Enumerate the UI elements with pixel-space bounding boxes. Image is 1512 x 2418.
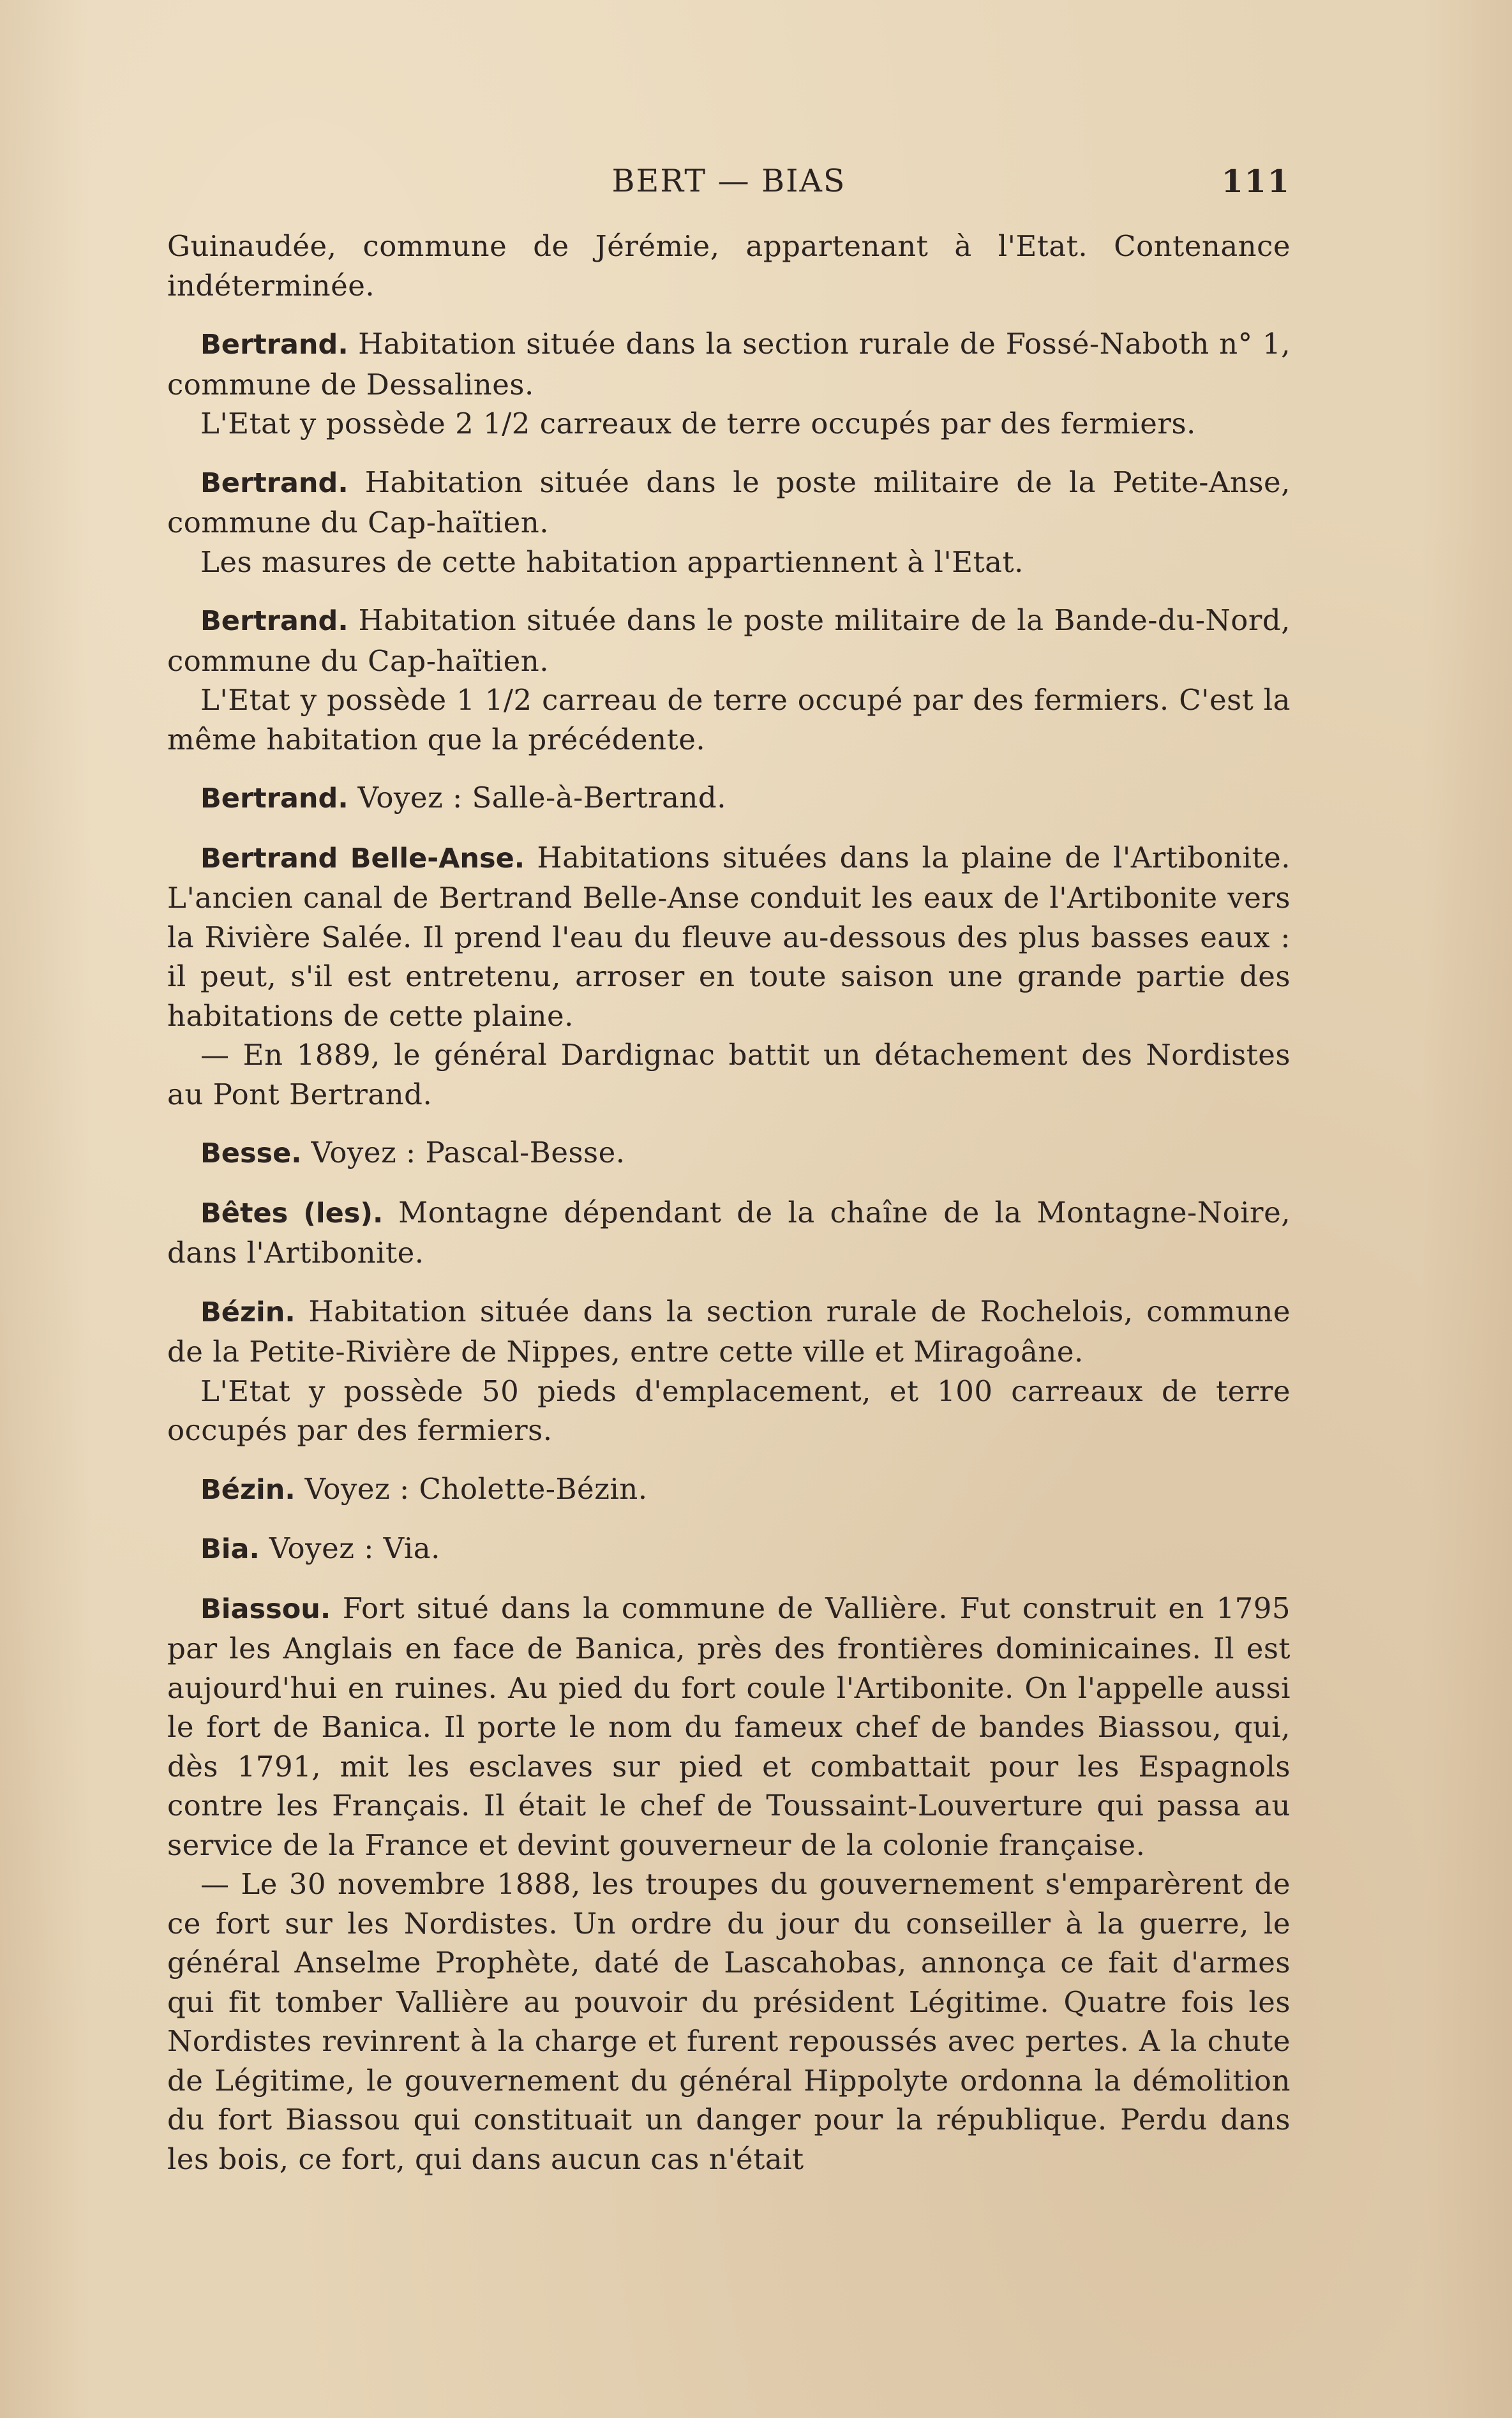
entry-text: Voyez : Cholette-Bézin. [304,1471,648,1506]
running-head-title: BERT — BIAS [611,163,846,199]
entry-headword: Bertrand. [200,605,348,637]
entry-paragraph [167,778,1291,819]
entry-headword: Biassou. [200,1593,331,1625]
entry-bertrand-fosse-naboth [167,324,1291,444]
entry-text: Les masures de cette habitation appartiennent à l'Etat. [200,544,1024,579]
entry-headword: Bia. [200,1533,260,1565]
entry-text: L'Etat y possède 2 1/2 carreaux de terre occupés par des fermiers. [200,407,1196,440]
entry-paragraph [167,838,1291,1036]
entry-text: — Le 30 novembre 1888, les troupes du gouvernement s'emparèrent de ce fort sur les Nordistes. Un ordre du jour du conseiller à la guerre, le général Anselme Prophète, daté de Lascahobas, annonça ce fait d'armes qui fit tomber Vallière au pouvoir du président Légitime. Quatre fois les Nordistes revinrent à la charge et furent repoussés avec pertes. A la chute de Légitime, le gouvernement du général Hippolyte ordonna la démolition du fort Biassou qui constituait un danger pour la république. Perdu dans les bois, ce fort, qui dans aucun cas n'était [167,1867,1291,2176]
entry-paragraph [167,227,1291,305]
page-number: 111 [1221,163,1291,200]
entry-text: Voyez : Via. [269,1531,440,1565]
entry-paragraph [167,463,1291,543]
entry-bertrand-voyez [167,778,1291,819]
entry-biassou [167,1589,1291,2179]
entry-paragraph [167,680,1291,759]
dictionary-text [167,227,1291,2179]
entry-headword: Bertrand. [200,467,348,499]
entry-text: Habitation située dans la section rurale de Rochelois, commune de la Petite-Rivière de Nippes, entre cette ville et Miragoâne. [167,1294,1291,1369]
entry-paragraph [167,1292,1291,1372]
entry-paragraph [167,1035,1291,1114]
entry-paragraph [167,404,1291,444]
entry-paragraph [167,324,1291,404]
entry-bertrand-belle-anse [167,838,1291,1115]
entry-text: — En 1889, le général Dardignac battit un détachement des Nordistes au Pont Bertrand. [167,1038,1291,1111]
entry-text: Habitation située dans la section rurale de Fossé-Naboth n° 1, commune de Dessalines. [167,327,1291,402]
entry-text: L'Etat y possède 50 pieds d'emplacement, et 100 carreaux de terre occupés par des fermiers. [167,1374,1291,1447]
entry-bezin-rochelois [167,1292,1291,1450]
entry-betes [167,1193,1291,1273]
entry-bertrand-petite-anse [167,463,1291,582]
entry-text: Guinaudée, commune de Jérémie, appartenant à l'Etat. Contenance indéterminée. [167,229,1291,303]
entry-paragraph [167,1193,1291,1273]
entry-bertrand-bande-du-nord [167,601,1291,759]
entry-paragraph [167,1589,1291,1865]
entry-text: Montagne dépendant de la chaîne de la Montagne-Noire, dans l'Artibonite. [167,1195,1291,1270]
entry-bezin-voyez [167,1469,1291,1510]
entry-headword: Bézin. [200,1473,296,1506]
entry-text: Voyez : Pascal-Besse. [311,1136,625,1169]
entry-headword: Bézin. [200,1296,296,1328]
entry-bia [167,1529,1291,1570]
entry-text: Fort situé dans la commune de Vallière. Fut construit en 1795 par les Anglais en face de Banica, près des frontières dominicaines. Il est aujourd'hui en ruines. Au pied du fort coule l'Artibonite. On l'appelle aussi le fort de Banica. Il porte le nom du fameux chef de bandes Biassou, qui, dès 1791, mit les esclaves sur pied et combattait pour les Espagnols contre les Français. Il était le chef de Toussaint-Louverture qui passa au service de la France et devint gouverneur de la colonie française. [167,1591,1291,1862]
entry-paragraph [167,601,1291,680]
entry-headword: Bêtes (les). [200,1197,384,1229]
book-page [167,163,1291,2244]
entry-paragraph [167,1133,1291,1174]
entry-paragraph [167,1372,1291,1450]
entry-guinaudee-continuation [167,227,1291,305]
entry-text: Voyez : Salle-à-Bertrand. [357,781,726,815]
entry-headword: Besse. [200,1138,302,1169]
entry-paragraph [167,1865,1291,2179]
entry-paragraph [167,1529,1291,1570]
running-head [167,163,1291,214]
entry-text: Habitation située dans le poste militaire de la Bande-du-Nord, commune du Cap-haïtien. [167,603,1291,678]
entry-besse [167,1133,1291,1174]
entry-headword: Bertrand Belle-Anse. [200,842,525,875]
entry-headword: Bertrand. [200,783,348,815]
entry-text: Habitations situées dans la plaine de l'Artibonite. L'ancien canal de Bertrand Belle-Anse conduit les eaux de l'Artibonite vers la Rivière Salée. Il prend l'eau du fleuve au-dessous des plus basses eaux : il peut, s'il est entretenu, arroser en toute saison une grande partie des habitations de cette plaine. [167,840,1291,1033]
entry-headword: Bertrand. [200,329,348,361]
entry-text: Habitation située dans le poste militaire de la Petite-Anse, commune du Cap-haïtien. [167,465,1291,539]
entry-text: L'Etat y possède 1 1/2 carreau de terre occupé par des fermiers. C'est la même habitation que la précédente. [167,683,1291,756]
entry-paragraph [167,1469,1291,1510]
entry-paragraph [167,543,1291,582]
